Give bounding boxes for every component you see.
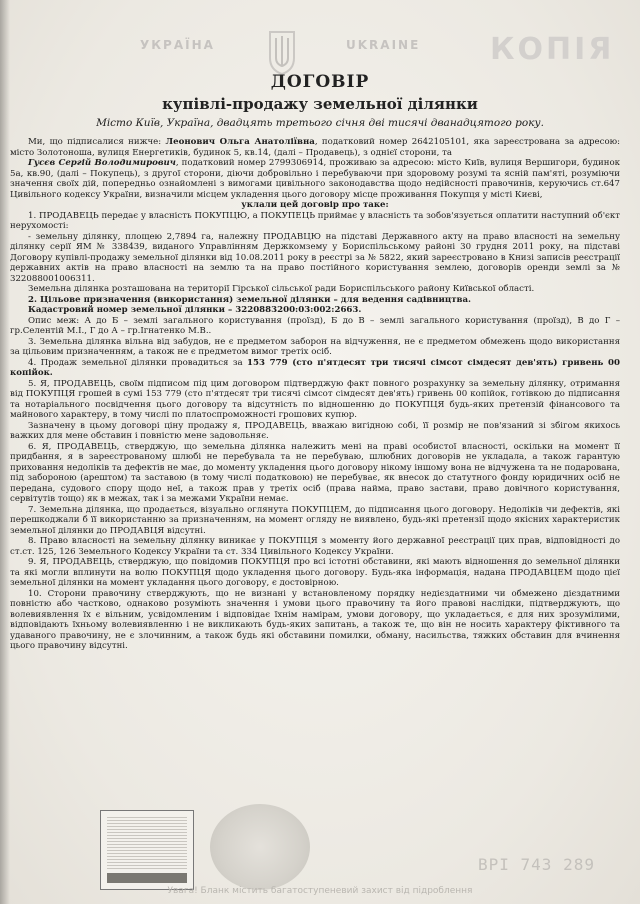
paragraph-land-location: Земельна ділянка розташована на території Гірської сільської ради Бориспільського району Київської області.: [28, 284, 535, 294]
paragraph-clause-5: 5. Я, ПРОДАВЕЦЬ, своїм підписом під цим договором підтверджую факт повного розрахунку за земельну ділянку, отримання від ПОКУПЦЯ грошей в сумі 153 779 (сто п'ятдесят три тисячі сімсот сімдесят дев'ять) гривень 00 копійок, готівкою до підписання та нотаріального посвідчення цього договору та відсутність по відношенню до ПОКУПЦЯ будь-яких претензій фінансового та майнового характеру, в тому числі по платоспроможності грошових купюр.: [10, 378, 620, 420]
trident-emblem-icon: [262, 28, 302, 76]
paragraph-cadastral-number: Кадастровий номер земельної ділянки – 3220883200:03:002:2663.: [28, 305, 362, 315]
country-label-ua: УКРАЇНА: [140, 38, 215, 52]
paragraph-clause-4: 4. Продаж земельної ділянки провадиться за 153 779 (сто п'ятдесят три тисячі сімсот сімдесят дев'ять) гривень 00 копійок.: [10, 357, 620, 378]
hologram-pattern: [107, 817, 187, 869]
place-and-date: Місто Київ, Україна, двадцять третього січня дві тисячі дванадцятого року.: [96, 117, 544, 129]
document-title: ДОГОВІР: [270, 72, 370, 92]
security-warning-footer: Увага! Бланк містить багатоступеневий захист від підроблення: [167, 886, 473, 896]
paragraph-clause-9: 9. Я, ПРОДАВЕЦЬ, стверджую, що повідомив ПОКУПЦЯ про всі істотні обставини, які мають відношення до земельної ділянки та які могли вплинути на волю ПОКУПЦЯ щодо укладення цього договору. Будь-яка інформація, надана ПРОДАВЦЕМ щодо цієї земельної ділянки на момент укладання цього договору, є достовірною.: [10, 557, 620, 588]
scan-edge-shadow: [0, 0, 10, 904]
hologram-strip: [107, 873, 187, 883]
copy-stamp: КОПІЯ: [490, 32, 615, 67]
paragraph-clause-3: 3. Земельна ділянка вільна від забудов, не є предметом заборон на відчуження, не є предметом обмежень щодо використання за цільовим призначенням, а також не є предметом вимог третіх осіб.: [10, 336, 620, 357]
paragraph-parties-seller: Ми, що підписалися нижче: Леонович Ольга Анатоліївна, податковий номер 2642105101, яка зареєстрована за адресою: місто Золотоноша, вулиця Енергетиків, будинок 5, кв.14, (далі – Продавець), з однієї сторони, та: [10, 137, 620, 158]
country-label-en: UKRAINE: [346, 38, 421, 52]
security-features: [60, 800, 310, 892]
paragraph-boundaries: Опис меж: А до Б – землі загального користування (проїзд), Б до В – землі загального користування (проїзд), В до Г – гр.Селентій М.І., Г до А – гр.Ігнатенко М.В..: [10, 315, 620, 336]
paragraph-clause-8: 8. Право власності на земельну ділянку виникає у ПОКУПЦЯ з моменту його державної реєстрації цих прав, відповідності до ст.ст. 125, 126 Земельного Кодексу України та ст. 334 Цивільного Кодексу України.: [10, 536, 620, 557]
paragraph-agreement-heading: уклали цей договір про таке:: [241, 200, 389, 210]
blank-header-band: [30, 30, 630, 74]
blank-serial-number: ВРІ 743 289: [478, 855, 595, 874]
paragraph-price-statement: Зазначену в цьому договорі ціну продажу я, ПРОДАВЕЦЬ, вважаю вигідною собі, її розмір не пов'язаний зі збігом якихось важких для мене обставин і повністю мене задовольняє.: [10, 420, 620, 441]
paragraph-land-description: - земельну ділянку, площею 2,7894 га, належну ПРОДАВЦЮ на підставі Державного акту на право власності на земельну ділянку серії ЯМ № 338439, виданого Управлінням Держкомзему у Бориспільському районі 30 грудня 2011 року, на підставі Договору купівлі-продажу земельної ділянки від 10.08.2011 року в реєстрі за № 5822, який зареєстровано в Книзі записів реєстрації державних актів на право власності на землю та на право постійного користування землею, договорів оренди землі за № 322088001006311.: [10, 231, 620, 284]
paragraph-clause-6: 6. Я, ПРОДАВЕЦЬ, стверджую, що земельна ділянка належить мені на праві особистої власності, оскільки на момент її придбання, я в зареєстрованому шлюбі не перебувала та не перебуваю, шлюбних договорів не укладала, а також гарантую приховання недоліків та дефектів не має, до моменту укладення цього договору нікому іншому вона не відчужена та не подарована, під забороною (арештом) та заставою (в тому числі податковою) не перебуває, як внесок до статутного фонду юридичних осіб не передана, судового спору щодо неї, а також прав у третіх осіб (права найма, право застави, право довічного користування, сервітутів тощо) як в межах, так і за межами України немає.: [10, 441, 620, 504]
document-subtitle: купівлі-продажу земельної ділянки: [162, 95, 478, 113]
paragraph-clause-2: 2. Цільове призначення (використання) земельної ділянки – для ведення садівництва.: [28, 294, 472, 305]
paragraph-clause-7: 7. Земельна ділянка, що продається, візуально оглянута ПОКУПЦЕМ, до підписання цього договору. Недоліків чи дефектів, які перешкоджали б її використанню за призначенням, на момент огляду не виявлено, будь-які претензії щодо якісних характеристик земельної ділянки до ПРОДАВЦЯ відсутні.: [10, 504, 620, 536]
paragraph-clause-10: 10. Сторони правочину стверджують, що не визнані у встановленому порядку недієздатними чи обмежено дієздатними повністю або частково, однаково розуміють значення і умови цього правочину та його правові наслідки, підтверджують, що волевиявлення їх є вільним, усвідомленим і відповідає їхнім намірам, умови договору, що укладається, є для них зрозумілими, відповідають їхньому волевиявленню і не викликають будь-яких запитань, а також те, що він не носить характеру фіктивного та удаваного правочину, не є злочинним, а також будь які обставини помилки, обману, насильства, тяжких обставин для вчинення цього правочину відсутні.: [10, 588, 620, 651]
hologram-box: [100, 810, 194, 890]
paragraph-clause-1: 1. ПРОДАВЕЦЬ передає у власність ПОКУПЦЮ, а ПОКУПЕЦЬ приймає у власність та зобов'язується оплатити наступний об'єкт нерухомості:: [10, 210, 620, 231]
guilloche-ornament-icon: [210, 804, 310, 890]
paragraph-parties-buyer: Гусєв Сергій Володимирович, податковий номер 2799306914, проживаю за адресою: місто Київ, вулиця Вершигори, будинок 5а, кв.90, (далі – Покупець), з другої сторони, діючи добровільно і перебуваючи при здоровому розумі та ясній пам'яті, розуміючи значення своїх дій, попередньо ознайомлені з вимогами цивільного законодавства щодо недійсності правочинів, керуючись ст.647 Цивільного кодексу України, визначили місцем укладення цього договору місце проживання Покупця у місті Києві,: [10, 158, 621, 200]
contract-body: [10, 137, 620, 652]
